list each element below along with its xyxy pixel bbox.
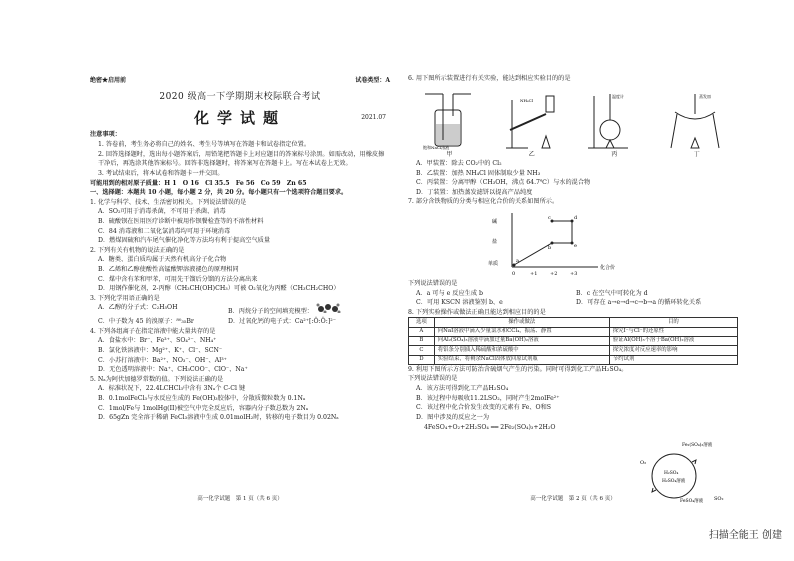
option-a: A．SO₂可用于消毒杀菌，不可用于杀菌、消毒 bbox=[98, 208, 226, 216]
x-tick-1: +1 bbox=[530, 270, 538, 277]
label-fe2so43: Fe₂(SO₄)₃溶液 bbox=[682, 443, 713, 448]
option-c: C．可用 KSCN 溶液鉴别 b、e bbox=[416, 299, 503, 307]
distillation-icon bbox=[584, 90, 640, 150]
label-feso4: FeSO₄溶液 bbox=[680, 499, 704, 504]
option-b: B．硫酸钡在医用医疗诊断中被用作钡餐检查等的不溶性材料 bbox=[98, 217, 264, 225]
page-footer: 高一化学试题 第 1 页（共 6 页） bbox=[197, 496, 283, 503]
table-row bbox=[409, 327, 738, 336]
y-label-element: 单质 bbox=[488, 260, 499, 267]
col-operation: 操作或做法 bbox=[434, 318, 609, 327]
fig-label-bing: 丙 bbox=[611, 150, 618, 158]
paper-type: 试卷类型：A bbox=[355, 77, 390, 84]
page-2 bbox=[408, 62, 738, 514]
option-a: A．甲装置：除去 CO₂中的 Cl₂ bbox=[416, 159, 502, 167]
notes-heading: 注意事项： bbox=[90, 131, 121, 139]
cell: D bbox=[409, 355, 435, 364]
cell: 将铝条分别插入稀硫酸和浓硫酸中 bbox=[434, 346, 609, 355]
section-1-heading: 一、选择题：本题共 10 小题，每小题 2 分，共 20 分。每小题只有一个选项符合题目要求。 bbox=[90, 189, 348, 197]
page-header bbox=[90, 76, 390, 85]
experiment-table bbox=[408, 317, 738, 364]
propane-model-icon bbox=[315, 303, 341, 313]
fig-label-thermometer: 温度计 bbox=[611, 93, 624, 99]
option-c: C．丙装置：分离甲醇（CH₃OH，沸点 64.7℃）与水的混合物 bbox=[416, 179, 591, 187]
question-3 bbox=[90, 294, 390, 327]
option-c: C．小苏打溶液中：Ba²⁺、NO₃⁻、OH⁻、Al³⁺ bbox=[98, 356, 227, 364]
option-c: C．中子数为 45 的溴原子：⁸⁰₃₅Br bbox=[98, 318, 194, 326]
x-tick-2: +2 bbox=[550, 270, 558, 277]
option-a: A．食盐水中：Br⁻、Fe³⁺、SO₄²⁻、NH₄⁺ bbox=[98, 337, 217, 345]
option-b: B．该过程中每吸收11.2LSO₂，同时产生2molFe²⁺ bbox=[416, 394, 560, 402]
question-1 bbox=[90, 198, 390, 246]
subject-title: 化学试题 2021.07 bbox=[193, 109, 386, 128]
x-tick-0: 0 bbox=[512, 270, 516, 277]
point-d: d bbox=[574, 214, 578, 221]
note-2: 2. 回答选择题时，选出每小题答案后，用铅笔把答题卡上对应题目的答案标号涂黑。如需改动，用橡皮擦干净后，再选涂其他答案标号。回答非选择题时，将答案写在答题卡上。写在本试卷上无效。 bbox=[98, 150, 385, 168]
option-c: C．该过程中化合价发生改变的元素有 Fe、O和S bbox=[416, 404, 552, 412]
heating-tube-icon bbox=[502, 90, 558, 150]
option-b: B．0.1molFeCl₃与水反应生成的 Fe(OH)₃胶体中，分散质微粒数为 0.1Nₐ bbox=[98, 394, 306, 402]
option-d: D．无色透明溶液中：Na⁺、CH₃COO⁻、ClO⁻、Na⁺ bbox=[98, 366, 248, 374]
figure-labels bbox=[408, 150, 738, 159]
option-c: C．1mol/Fe与 1molHg(II)被空气中完全反应后，容器内分子数总数为 2Nₐ bbox=[98, 404, 309, 412]
note-1: 1. 答卷前，考生务必将自己的姓名、考生号等填写在答题卡和试卷指定位置。 bbox=[98, 141, 311, 149]
iron-valence-diagram bbox=[488, 209, 648, 277]
point-b: b bbox=[548, 244, 552, 251]
page-footer: 高一化学试题 第 2 页（共 6 页） bbox=[530, 496, 616, 503]
cell: 向Al₂(SO₄)₃溶液中滴加过量Ba(OH)₂溶液 bbox=[434, 336, 609, 345]
x-tick-3: +3 bbox=[570, 270, 578, 277]
option-a: A．标准状况下，22.4LCHCl₃中含有 3Nₐ个 C-Cl 键 bbox=[98, 385, 246, 393]
question-stem: 5. Nₐ为阿伏加德罗常数的值。下列说法正确的是 bbox=[90, 375, 224, 383]
point-e: e bbox=[574, 242, 577, 249]
confidential-label: 绝密★启用前 bbox=[90, 77, 127, 84]
page-1 bbox=[90, 62, 390, 514]
option-b: B．丙烷分子的空间填充模型： bbox=[228, 303, 341, 317]
cell: 探究I⁻与Cl⁻的还原性 bbox=[609, 327, 737, 336]
exam-title: 2020 级高一下学期期末校际联合考试 bbox=[159, 92, 321, 103]
option-a: A．该方法可得到化工产品H₂SO₄ bbox=[416, 385, 509, 393]
option-c: C．84 消毒液和二氧化氯消毒均可用于环境消毒 bbox=[98, 227, 231, 235]
cell: 实验结束，将剩余NaCl固体放回原试剂瓶 bbox=[434, 355, 609, 364]
option-d: D．可存在 a→e→d→c→b→a 的循环转化关系 bbox=[576, 299, 702, 307]
exam-date: 2021.07 bbox=[361, 114, 386, 122]
question-5 bbox=[90, 375, 390, 423]
option-d: D．用钢作催化剂，2-丙醇（CH₃CH(OH)CH₃）可被 O₂氧化为丙醛（CH₃CH₂CHO） bbox=[98, 285, 340, 293]
scanner-watermark: 扫描全能王 创建 bbox=[708, 530, 782, 541]
col-option: 选项 bbox=[409, 318, 435, 327]
y-label-base: 碱 bbox=[492, 218, 498, 225]
option-d: D．过氧化钙的电子式：Ca²⁺[:Ö:Ö:]²⁻ bbox=[228, 318, 336, 326]
label-h2so4: H₂SO₄ bbox=[664, 471, 679, 476]
equation: 4FeSO₄+O₂+2H₂SO₄ ══ 2Fe₂(SO₄)₃+2H₂O bbox=[424, 423, 556, 431]
option-d: D．图中涉及的反应之一为 bbox=[416, 413, 490, 421]
option-b: B．乙烯和乙醇使酸性高锰酸钾溶液褪色的原理相同 bbox=[98, 266, 239, 274]
cell: 探究浓度对反应速率的影响 bbox=[609, 346, 737, 355]
y-label-salt: 盐 bbox=[492, 238, 498, 245]
option-a: A．a 可与 e 反应生成 b bbox=[416, 289, 483, 297]
question-2 bbox=[90, 246, 390, 294]
fig-label-saline: 饱和NaCl溶液 bbox=[422, 144, 449, 150]
option-a: A．乙醇的分子式：C₂H₅OH bbox=[98, 304, 178, 312]
question-6-stem: 6. 用下图所示装置进行有关实验，能达到相应实验目的的是 bbox=[408, 75, 571, 82]
option-d: D．65gZn 完全溶于稀硝 FeCl₃溶液中生成 0.01molH₂时，转移的电子数目为 0.02Nₐ bbox=[98, 414, 339, 422]
question-9 bbox=[408, 365, 633, 432]
label-so2: SO₂ bbox=[714, 496, 724, 502]
question-stem: 3. 下列化学用语正确的是 bbox=[90, 294, 160, 302]
question-stem: 4. 下列各组离子在指定溶液中能大量共存的是 bbox=[90, 327, 216, 335]
fig-label-dish: 蒸发皿 bbox=[699, 93, 712, 99]
question-stem: 1. 化学与科学、技术、生活密切相关。下列说法错误的是 bbox=[90, 198, 247, 206]
apparatus-figures bbox=[408, 88, 738, 150]
table-header-row bbox=[409, 318, 738, 327]
option-c: C．煤中含有苯和甲苯，可用先干馏后分馏的方法分离出来 bbox=[98, 275, 258, 283]
evaporating-dish-icon bbox=[665, 90, 725, 150]
fig-label-nh4cl: NH₄Cl bbox=[520, 97, 534, 103]
col-purpose: 目的 bbox=[609, 318, 737, 327]
question-stem: 9. 利用下图所示方法可防治含硫烟气产生的污染。同时可得到化工产品H₂SO₄。下列说法错误的是 bbox=[408, 365, 628, 383]
fig-label-yi: 乙 bbox=[528, 150, 535, 158]
atomic-masses: 可能用到的相对原子质量：H 1 O 16 Cl 35.5 Fe 56 Co 59 Zn 65 bbox=[90, 179, 307, 187]
question-stem: 2. 下列有关有机物的说法正确的是 bbox=[90, 246, 185, 254]
option-a: A．糖类、蛋白质均属于天然有机高分子化合物 bbox=[98, 256, 227, 264]
option-d: D．丁装置：加热蒸发滤饼以提高产品纯度 bbox=[416, 188, 533, 196]
cell: 节约试剂 bbox=[609, 355, 737, 364]
point-a: a bbox=[516, 257, 519, 264]
question-4 bbox=[90, 327, 390, 375]
option-b: B．c 在空气中可转化为 d bbox=[576, 289, 648, 297]
question-8-stem: 8. 下列实验操作或做法正确且能达到相应目的的是 bbox=[408, 308, 546, 316]
exam-sheet bbox=[78, 62, 758, 514]
cell: 向NaI溶液中滴入少量氯水和CCl₄，振荡、静置 bbox=[434, 327, 609, 336]
label-o2: O₂ bbox=[640, 460, 647, 466]
x-axis-label: 化合价 bbox=[600, 264, 616, 271]
question-7-stem: 7. 部分含铁物质的分类与相应化合价的关系如图所示。 bbox=[408, 198, 559, 206]
table-row bbox=[409, 355, 738, 364]
table-row bbox=[409, 346, 738, 355]
note-3: 3. 考试结束后，将本试卷和答题卡一并交回。 bbox=[98, 169, 224, 177]
cell: A bbox=[409, 327, 435, 336]
fig-label-jia: 甲 bbox=[446, 150, 453, 158]
option-b: B．氯化铁溶液中：Mg²⁺、K⁺、Cl⁻、SCN⁻ bbox=[98, 346, 223, 354]
gas-washing-bottle-icon bbox=[421, 90, 477, 150]
table-row bbox=[409, 336, 738, 345]
option-d: D．燃煤固硫和汽车尾气催化净化等方法均有利于提高空气质量 bbox=[98, 237, 271, 245]
label-h2so4-solution: H₂SO₄溶液 bbox=[662, 479, 686, 484]
point-c: c bbox=[548, 214, 551, 221]
cell: C bbox=[409, 346, 435, 355]
option-b: B．乙装置：加热 NH₄Cl 固体制取少量 NH₃ bbox=[416, 169, 541, 177]
question-7-lead: 下列说法错误的是 bbox=[408, 279, 458, 287]
cell: B bbox=[409, 336, 435, 345]
fig-label-ding: 丁 bbox=[693, 150, 700, 158]
cell: 验证Al(OH)₃不溶于Ba(OH)₂溶液 bbox=[609, 336, 737, 345]
